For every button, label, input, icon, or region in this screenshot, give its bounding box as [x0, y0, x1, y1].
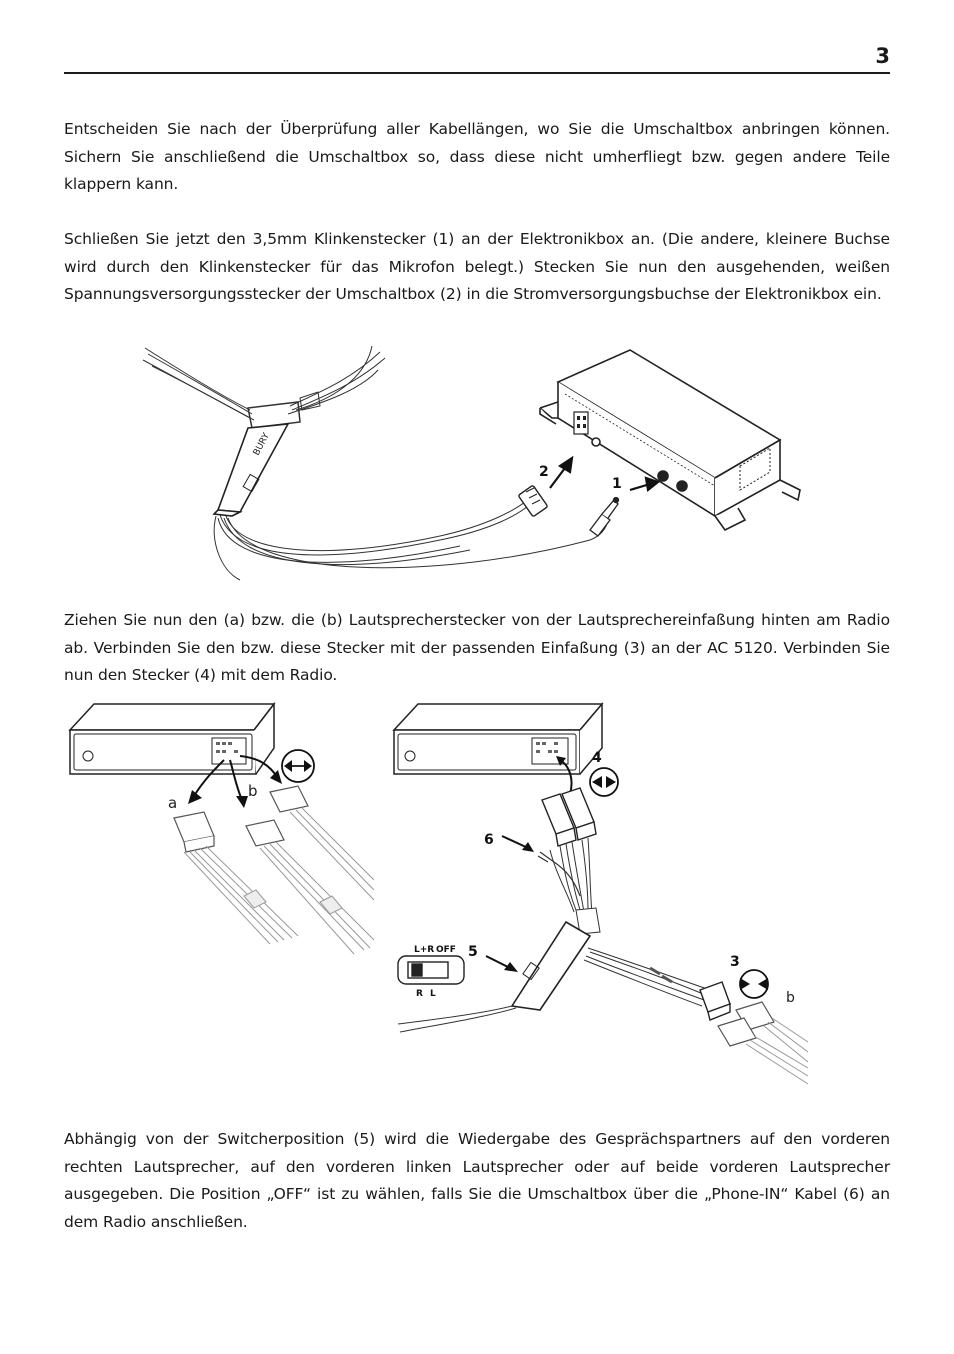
switch-detail — [398, 956, 464, 984]
paragraph-switch-position: Abhängig von der Switcherposition (5) wird die Wiedergabe des Gesprächspartners auf den vorderen rechten Lautsprecher, auf den vorderen linken Lautsprecher oder auf beide vorderen Lautsprecher ausgegeben. Die Position „OFF“ ist zu wählen, falls Sie die Umschaltbox über die „Phone-IN“ Kabel (6) an dem Radio anschließen. — [64, 1130, 890, 1231]
switch-label-r: R — [416, 989, 423, 999]
paragraph-mounting: Entscheiden Sie nach der Überprüfung aller Kabellängen, wo Sie die Umschaltbox anbringen können. Sichern Sie anschließend die Umschaltbox so, dass diese nicht umherfliegt bzw. gegen andere Teile klappern kann. — [64, 120, 890, 193]
label-3: 3 — [730, 954, 740, 970]
page-number: 3 — [875, 44, 890, 68]
harness-switch-box — [512, 922, 590, 1010]
label-1: 1 — [612, 476, 622, 492]
switch-label-l: L — [430, 989, 436, 999]
label-4: 4 — [592, 750, 602, 766]
label-b-harness: b — [786, 990, 795, 1006]
label-b: b — [248, 782, 258, 800]
label-5: 5 — [468, 944, 478, 960]
header-rule — [64, 72, 890, 74]
figure-radio-remove-plugs — [64, 700, 374, 960]
switch-label-lr: L+R — [414, 945, 435, 955]
paragraph-speaker-plugs: Ziehen Sie nun den (a) bzw. die (b) Lautsprecherstecker von der Lautsprechereinfaßung hinten am Radio ab. Verbinden Sie den bzw. diese Stecker mit der passenden Einfaßung (3) an der AC 5120. Verbinden Sie nun den Stecker (4) mit dem Radio. — [64, 611, 890, 684]
switch-box — [214, 424, 288, 516]
label-a: a — [168, 794, 178, 812]
figure-harness-connection — [390, 700, 814, 1090]
disconnect-symbol — [282, 750, 314, 782]
power-plug — [518, 485, 548, 517]
label-6: 6 — [484, 832, 494, 848]
label-2: 2 — [539, 464, 549, 480]
switch-label-off: OFF — [436, 945, 456, 955]
jack-plug — [590, 498, 619, 537]
electronics-box — [540, 350, 800, 530]
figure-electronics-box-connection — [140, 340, 820, 590]
paragraph-connect-power: Schließen Sie jetzt den 3,5mm Klinkenstecker (1) an der Elektronikbox an. (Die andere, kleinere Buchse wird durch den Klinkenstecker für das Mikrofon belegt.) Stecken Sie nun den ausgehenden, weißen Spannungsversorgungsstecker der Umschaltbox (2) in die Stromversorgungsbuchse der Elektronikbox ein. — [64, 230, 890, 303]
svg-text:BURY: BURY — [251, 431, 272, 458]
